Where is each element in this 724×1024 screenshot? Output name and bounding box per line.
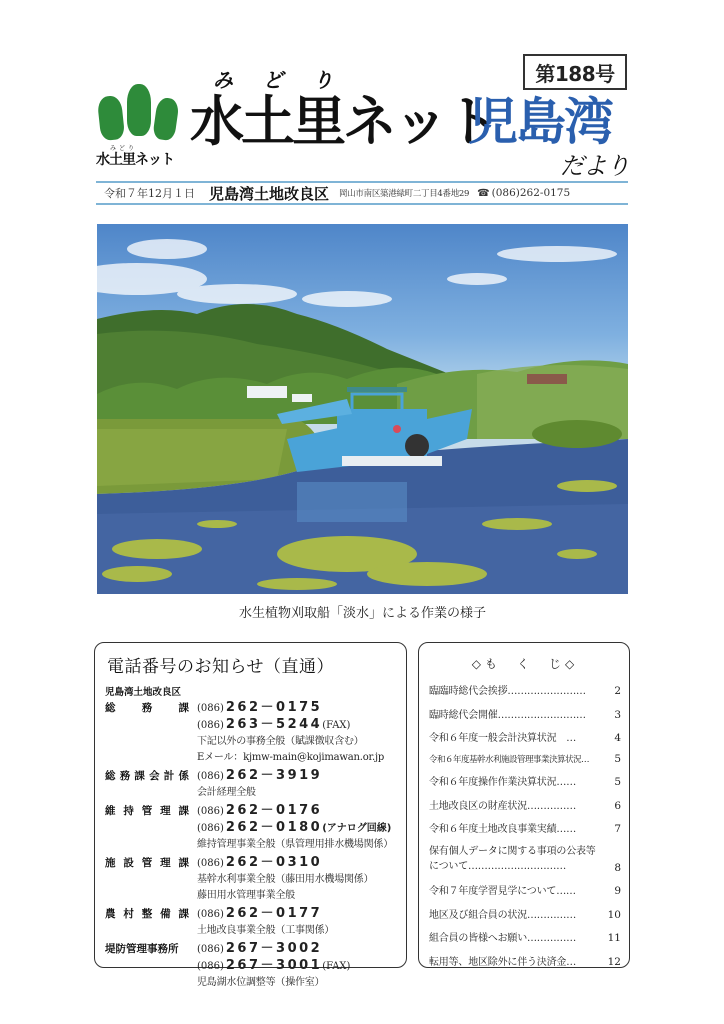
organization-address: 岡山市南区築港緑町二丁目4番地29 xyxy=(339,189,470,199)
phone-line: (086) 262－0310 xyxy=(197,855,323,870)
toc-item[interactable]: 土地改良区の財産状況…………… 6 xyxy=(429,799,621,812)
department-maintenance xyxy=(105,803,396,853)
leaf-logo-icon xyxy=(96,84,182,142)
issue-number-badge: 第188号 xyxy=(523,54,627,90)
department-note: 維持管理事業全般（県管理用排水機場関係） xyxy=(197,839,393,850)
department-levee-office xyxy=(105,941,396,991)
logo-small-ruby: みどり xyxy=(110,145,138,152)
department-note: 藤田用水管理事業全般 xyxy=(197,890,295,901)
phone-number: (086)262-0175 xyxy=(491,187,571,199)
leaf-shape-2 xyxy=(127,84,151,136)
department-general-affairs xyxy=(105,700,396,766)
department-name: 総 務 課 xyxy=(105,702,189,714)
toc-item[interactable]: 令和６年度操作作業決算状況…… 5 xyxy=(429,776,621,788)
department-rural-development xyxy=(105,906,396,939)
toc-item[interactable]: 令和６年度一般会計決算状況 … 4 xyxy=(429,732,621,744)
department-name: 施 設 管 理 課 xyxy=(105,857,189,869)
toc-item[interactable]: 令和７年度学習見学について…… 9 xyxy=(429,885,621,897)
newsletter-subtitle: だより xyxy=(560,152,629,180)
organization-name: 児島湾土地改良区 xyxy=(209,184,330,203)
toc-item[interactable]: 地区及び組合員の状況…………… 10 xyxy=(429,908,621,921)
toc-item[interactable]: 転用等、地区除外に伴う決済金… 12 xyxy=(429,955,621,968)
phone-line: (086) 262－3919 xyxy=(197,768,323,783)
toc-item[interactable]: 令和６年度土地改良事業実績…… 7 xyxy=(429,823,621,835)
fax-line: (086) 267－3001(FAX) xyxy=(197,958,351,973)
issue-date: 令和７年12月１日 xyxy=(104,187,195,200)
title-ruby: みどり xyxy=(213,68,363,92)
leaf-shape-3 xyxy=(152,97,180,142)
toc-title: ◇も く じ◇ xyxy=(471,657,579,671)
department-name: 維 持 管 理 課 xyxy=(105,805,189,817)
department-note: 土地改良事業全般（工事関係） xyxy=(197,925,335,936)
photo-caption: 水生植物刈取船「淡水」による作業の様子 xyxy=(238,606,486,621)
fax-line: (086) 263－5244(FAX) xyxy=(197,717,351,732)
phone-directory-org: 児島湾土地改良区 xyxy=(105,687,182,698)
logo-small-text: 水土里ネット xyxy=(96,152,174,168)
department-facilities xyxy=(105,855,396,904)
phone-line: (086) 262－0177 xyxy=(197,906,323,921)
phone-directory-title: 電話番号のお知らせ（直通） xyxy=(107,657,334,677)
phone-line: (086) 267－3002 xyxy=(197,941,323,956)
department-name: 農 村 整 備 課 xyxy=(105,908,189,920)
phone-line-analog: (086) 262－0180(アナログ回線) xyxy=(197,820,392,835)
organization-phone xyxy=(477,187,570,199)
department-note: 下記以外の事務全般（賦課徴収含む） xyxy=(197,736,364,747)
leaf-shape-1 xyxy=(97,95,125,141)
newsletter-place-name: 児島湾 xyxy=(468,93,612,151)
toc-item[interactable]: 臨臨時総代会挨拶…………………… 2 xyxy=(429,685,621,697)
department-name: 堤防管理事務所 xyxy=(105,943,179,955)
email-link[interactable]: Eメール：kjmw-main@kojimawan.or.jp xyxy=(197,752,385,763)
phone-directory-box xyxy=(94,642,407,988)
department-name: 総 務 課 会 計 係 xyxy=(105,770,189,782)
photo-illustration xyxy=(97,224,628,594)
cover-photo xyxy=(97,224,628,594)
toc-item[interactable]: 保有個人データに関する事項の公表等について………………………… 8 xyxy=(429,845,621,874)
table-of-contents xyxy=(418,642,630,968)
department-note: 児島湖水位調整等（操作室） xyxy=(197,977,325,988)
department-accounting xyxy=(105,768,396,801)
toc-item[interactable]: 令和６年度基幹水利施設管理事業決算状況… 5 xyxy=(429,752,621,765)
toc-item[interactable]: 臨時総代会開催……………………… 3 xyxy=(429,708,621,721)
department-note: 基幹水利事業全般（藤田用水機場関係） xyxy=(197,874,374,885)
phone-icon: ☎ xyxy=(477,188,490,199)
phone-line: (086) 262－0175 xyxy=(197,700,323,715)
department-note: 会計経理全般 xyxy=(197,787,256,798)
info-bar xyxy=(96,181,628,205)
phone-line: (086) 262－0176 xyxy=(197,803,323,818)
newsletter-title: 水土里ネット xyxy=(190,90,496,153)
toc-item[interactable]: 組合員の皆様へお願い…………… 11 xyxy=(429,932,621,944)
